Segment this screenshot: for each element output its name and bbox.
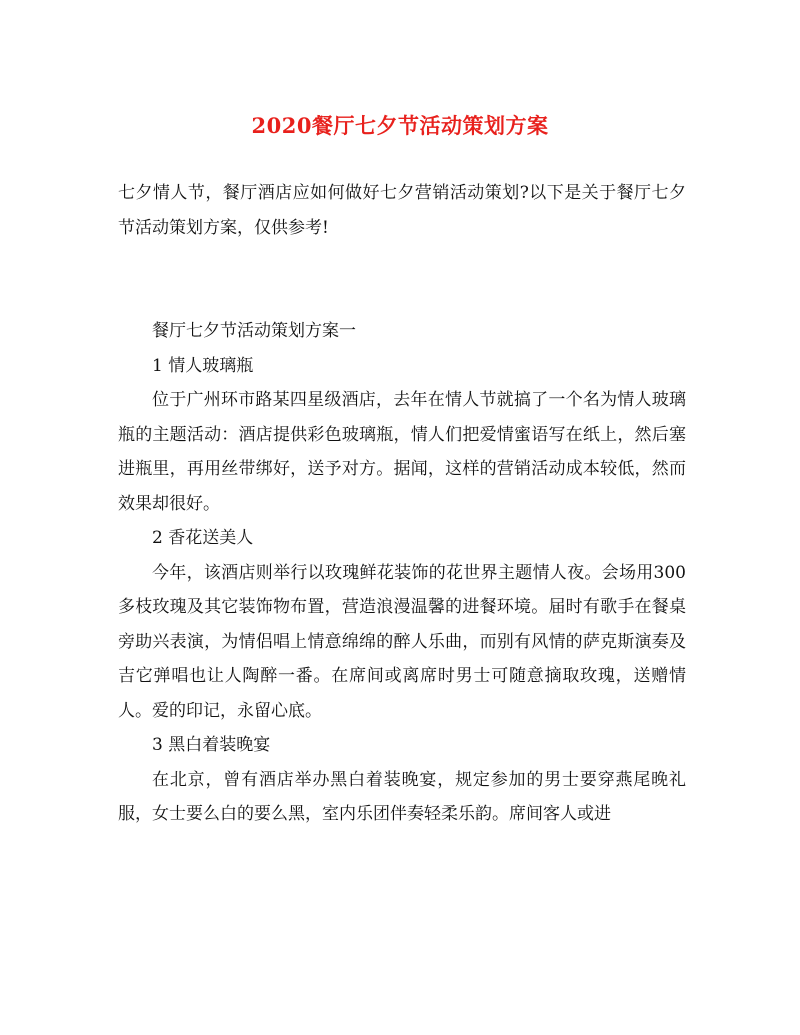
item-2-heading: 2 香花送美人 (152, 528, 254, 548)
item-3-body: 在北京，曾有酒店举办黑白着装晚宴，规定参加的男士要穿燕尾晚礼服，女士要么白的要么黑，室内乐团伴奏轻柔乐韵。席间客人或进 (118, 769, 686, 824)
document-title: 2020餐厅七夕节活动策划方案 (251, 113, 549, 138)
paragraph-gap (118, 245, 686, 314)
item-3-heading: 3 黑白着装晚宴 (152, 735, 271, 755)
document-body (118, 176, 686, 832)
intro-paragraph: 七夕情人节，餐厅酒店应如何做好七夕营销活动策划?以下是关于餐厅七夕节活动策划方案，仅供参考! (118, 183, 686, 238)
item-2-body: 今年，该酒店则举行以玫瑰鲜花装饰的花世界主题情人夜。会场用300多枝玫瑰及其它装饰物布置，营造浪漫温馨的进餐环境。届时有歌手在餐桌旁助兴表演，为情侣唱上情意绵绵的醉人乐曲，而别有风情的萨克斯演奏及吉它弹唱也让人陶醉一番。在席间或离席时男士可随意摘取玫瑰，送赠情人。爱的印记，永留心底。 (118, 562, 686, 721)
item-1-body: 位于广州环市路某四星级酒店，去年在情人节就搞了一个名为情人玻璃瓶的主题活动：酒店提供彩色玻璃瓶，情人们把爱情蜜语写在纸上，然后塞进瓶里，再用丝带绑好，送予对方。据闻，这样的营销活动成本较低，然而效果却很好。 (118, 390, 686, 514)
section-heading: 餐厅七夕节活动策划方案一 (152, 321, 356, 341)
item-1-heading: 1 情人玻璃瓶 (152, 355, 254, 376)
